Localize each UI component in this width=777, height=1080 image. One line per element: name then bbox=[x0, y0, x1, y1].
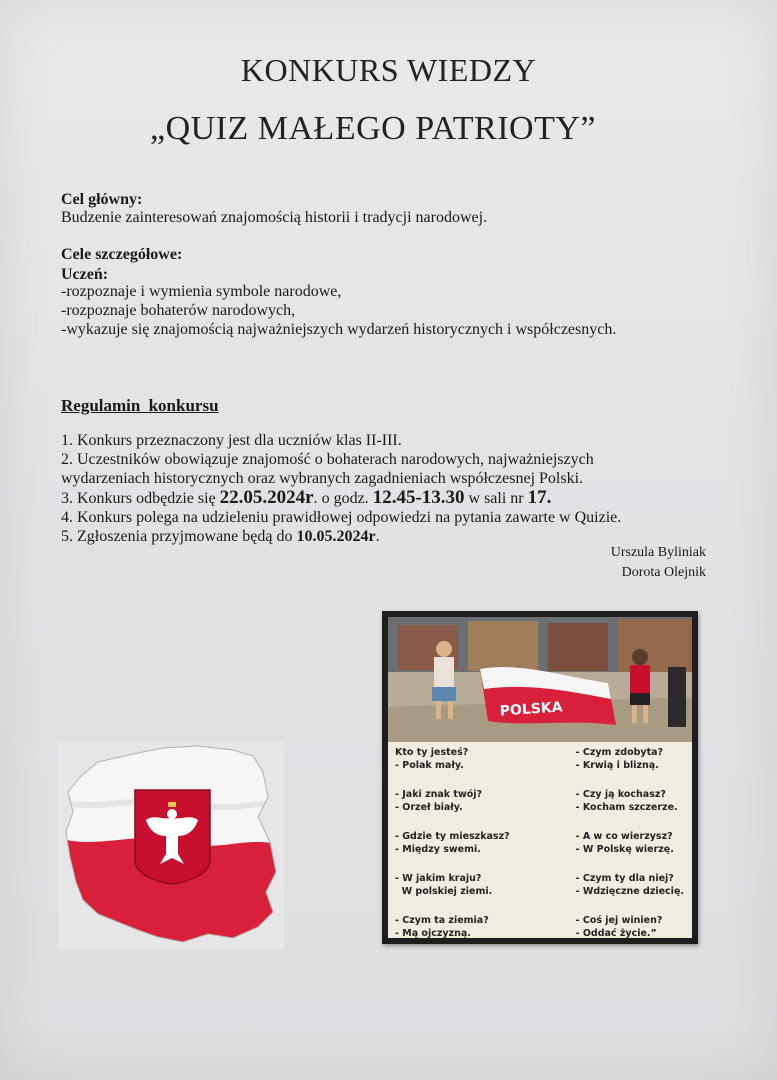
rule-2-line-2: wydarzeniach historycznych oraz wybranych zagadnieniach współczesnej Polski. bbox=[61, 470, 584, 487]
poem-left-column bbox=[395, 746, 510, 956]
poem-line: - Oddać życie.” bbox=[575, 928, 657, 939]
poem-stanza bbox=[395, 746, 510, 788]
rule-5-text-b: . bbox=[375, 528, 380, 545]
poem-line: W polskiej ziemi. bbox=[395, 886, 493, 897]
poem-stanza bbox=[576, 914, 684, 956]
poem-line: - Orzeł biały. bbox=[395, 802, 463, 813]
poem-right-column bbox=[576, 746, 684, 956]
quiz-title: „QUIZ MAŁEGO PATRIOTY” bbox=[149, 110, 597, 147]
rule-1: 1. Konkurs przeznaczony jest dla uczniów klas II-III. bbox=[61, 432, 402, 449]
poland-map-icon bbox=[58, 742, 284, 950]
page-title: KONKURS WIEDZY bbox=[240, 52, 537, 88]
contest-room: 17. bbox=[527, 487, 552, 508]
white-eagle-icon bbox=[135, 790, 210, 884]
poem-line: - Krwią i blizną. bbox=[575, 760, 659, 771]
rule-3-text-a: 3. Konkurs odbędzie się bbox=[61, 490, 220, 507]
poem-line: - Kocham szczerze. bbox=[575, 802, 678, 813]
rule-4: 4. Konkurs polega na udzieleniu prawidłowej odpowiedzi na pytania zawarte w Quizie. bbox=[61, 509, 622, 526]
poem-line: - Czym ta ziemia? bbox=[395, 915, 489, 926]
signature-name-2: Dorota Olejnik bbox=[621, 565, 706, 580]
poem-line: - Czy ją kochasz? bbox=[575, 789, 666, 800]
poem-line: - Mą ojczyzną. bbox=[395, 928, 471, 939]
poem-stanza bbox=[576, 830, 684, 872]
poem-line: - W Polskę wierzę. bbox=[575, 844, 674, 855]
specific-goal-item: -rozpoznaje bohaterów narodowych, bbox=[61, 302, 296, 319]
signatures bbox=[611, 543, 706, 583]
poem-stanza bbox=[395, 830, 510, 872]
registration-deadline: 10.05.2024r bbox=[296, 528, 376, 545]
poem-line: - Między swemi. bbox=[395, 844, 481, 855]
signature-name-1: Urszula Byliniak bbox=[610, 545, 706, 560]
poem-stanza bbox=[395, 788, 510, 830]
poem-line: - Coś jej winien? bbox=[575, 915, 663, 926]
regulations-heading: Regulamin konkursu bbox=[61, 396, 219, 415]
poem-card bbox=[382, 611, 698, 944]
flag-text: POLSKA bbox=[499, 699, 564, 720]
poem-line: Kto ty jesteś? bbox=[395, 747, 469, 758]
specific-goals-list bbox=[61, 282, 616, 339]
contest-time: 12.45-13.30 bbox=[372, 487, 465, 508]
poem-text bbox=[388, 742, 692, 938]
specific-goal-item: -rozpoznaje i wymienia symbole narodowe, bbox=[61, 283, 342, 300]
poem-line: - Czym ty dla niej? bbox=[575, 873, 674, 884]
main-goal-heading: Cel główny: bbox=[61, 191, 143, 208]
poem-stanza bbox=[576, 746, 684, 788]
poem-line: - A w co wierzysz? bbox=[575, 831, 673, 842]
specific-goal-item: -wykazuje się znajomością najważniejszych wydarzeń historycznych i współczesnych. bbox=[61, 321, 617, 338]
poem-stanza bbox=[395, 872, 510, 914]
rule-3 bbox=[61, 488, 721, 508]
rule-3-text-c: w sali nr bbox=[464, 490, 528, 507]
main-goal-text: Budzenie zainteresowań znajomością historii i tradycji narodowej. bbox=[61, 209, 488, 226]
poem-line: - Polak mały. bbox=[395, 760, 464, 771]
poem-line: - Gdzie ty mieszkasz? bbox=[395, 831, 510, 842]
poem-line: - W jakim kraju? bbox=[395, 873, 482, 884]
student-label: Uczeń: bbox=[61, 266, 109, 283]
rule-2-line-1: 2. Uczestników obowiązuje znajomość o bohaterach narodowych, najważniejszych bbox=[61, 451, 594, 468]
children-flag-photo bbox=[388, 617, 692, 742]
rule-3-text-b: . o godz. bbox=[313, 490, 373, 507]
poem-stanza bbox=[395, 914, 510, 956]
contest-date: 22.05.2024r bbox=[219, 487, 314, 508]
specific-goals-heading: Cele szczegółowe: bbox=[61, 246, 183, 263]
poem-line: - Czym zdobyta? bbox=[575, 747, 664, 758]
rule-5-text-a: 5. Zgłoszenia przyjmowane będą do bbox=[61, 528, 297, 545]
poem-stanza bbox=[576, 872, 684, 914]
poem-line: - Wdzięczne dziecię. bbox=[575, 886, 684, 897]
poem-line: - Jaki znak twój? bbox=[395, 789, 483, 800]
rules-list bbox=[61, 431, 721, 546]
poem-stanza bbox=[576, 788, 684, 830]
poland-map-image bbox=[58, 742, 284, 950]
